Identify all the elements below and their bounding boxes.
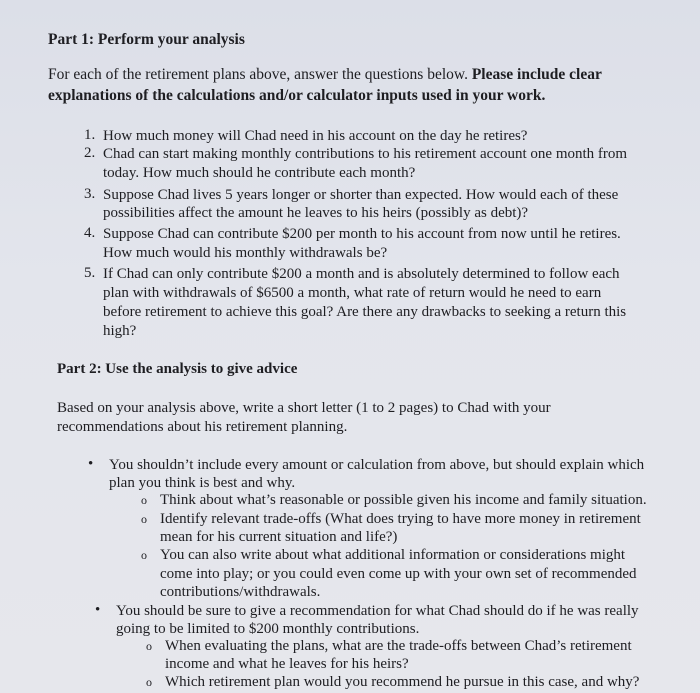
sub-bullet-1-2-line1: Identify relevant trade-offs (What does trying to have more money in retirement: [160, 511, 641, 527]
question-3-line1: Suppose Chad lives 5 years longer or shorter than expected. How would each of these: [103, 187, 619, 203]
question-5-line4: high?: [103, 323, 137, 339]
question-4-line2: How much would his monthly withdrawals be?: [103, 245, 388, 261]
question-5-line1: If Chad can only contribute $200 a month and is absolutely determined to follow each: [103, 266, 620, 282]
sub-bullet-glyph: o: [146, 675, 152, 689]
sub-bullet-2-1-line2: income and what he leaves for his heirs?: [165, 656, 409, 672]
question-2-line1: Chad can start making monthly contributions to his retirement account one month from: [103, 146, 628, 162]
sub-bullet-1-1-line1: Think about what’s reasonable or possible given his income and family situation.: [160, 492, 647, 508]
question-3-line2: possibilities affect the amount he leaves to his heirs (possibly as debt)?: [103, 205, 529, 221]
bullet-1-line1: You shouldn’t include every amount or calculation from above, but should explain which: [109, 457, 645, 473]
sub-bullet-glyph: o: [141, 493, 147, 507]
question-5-line3: before retirement to achieve this goal? Are there any drawbacks to seeking a return this: [103, 304, 627, 320]
sub-bullet-1-2-line2: mean for his current situation and life?): [160, 529, 398, 545]
question-number: 3.: [84, 186, 96, 202]
sub-bullet-glyph: o: [141, 512, 147, 526]
question-number: 1.: [84, 127, 96, 143]
part2-heading: Part 2: Use the analysis to give advice: [57, 361, 298, 377]
sub-bullet-2-1-line1: When evaluating the plans, what are the trade-offs between Chad’s retirement: [165, 638, 632, 654]
sub-bullet-glyph: o: [141, 548, 147, 562]
question-number: 2.: [84, 145, 96, 161]
question-4-line1: Suppose Chad can contribute $200 per month to his account from now until he retires.: [103, 226, 621, 242]
part1-intro-bold2: explanations of the calculations and/or calculator inputs used in your work.: [48, 87, 546, 104]
question-number: 4.: [84, 225, 96, 241]
bullet-1-line2: plan you think is best and why.: [109, 475, 296, 491]
sub-bullet-2-2-line1: Which retirement plan would you recommend he pursue in this case, and why?: [165, 674, 640, 690]
bullet-glyph: •: [88, 456, 94, 472]
part1-intro-plain: For each of the retirement plans above, answer the questions below.: [48, 66, 468, 83]
question-2-line2: today. How much should he contribute each month?: [103, 165, 416, 181]
part2-intro-line1: Based on your analysis above, write a short letter (1 to 2 pages) to Chad with your: [57, 400, 551, 416]
question-1-line1: How much money will Chad need in his account on the day he retires?: [103, 128, 528, 144]
bullet-glyph: •: [95, 602, 101, 618]
sub-bullet-1-3-line3: contributions/withdrawals.: [160, 584, 321, 600]
bullet-2-line1: You should be sure to give a recommendation for what Chad should do if he was really: [116, 603, 639, 619]
question-number: 5.: [84, 265, 96, 281]
part1-heading: Part 1: Perform your analysis: [48, 31, 245, 48]
sub-bullet-glyph: o: [146, 639, 152, 653]
part2-intro-line2: recommendations about his retirement planning.: [57, 419, 348, 435]
question-5-line2: plan with withdrawals of $6500 a month, what rate of return would he need to earn: [103, 285, 602, 301]
sub-bullet-1-3-line2: come into play; or you could even come up with your own set of recommended: [160, 566, 637, 582]
bullet-2-line2: going to be limited to $200 monthly contributions.: [116, 621, 420, 637]
sub-bullet-1-3-line1: You can also write about what additional information or considerations might: [160, 547, 626, 563]
part1-intro-line1: [48, 65, 602, 84]
part1-intro-bold1: Please include clear: [471, 66, 602, 83]
